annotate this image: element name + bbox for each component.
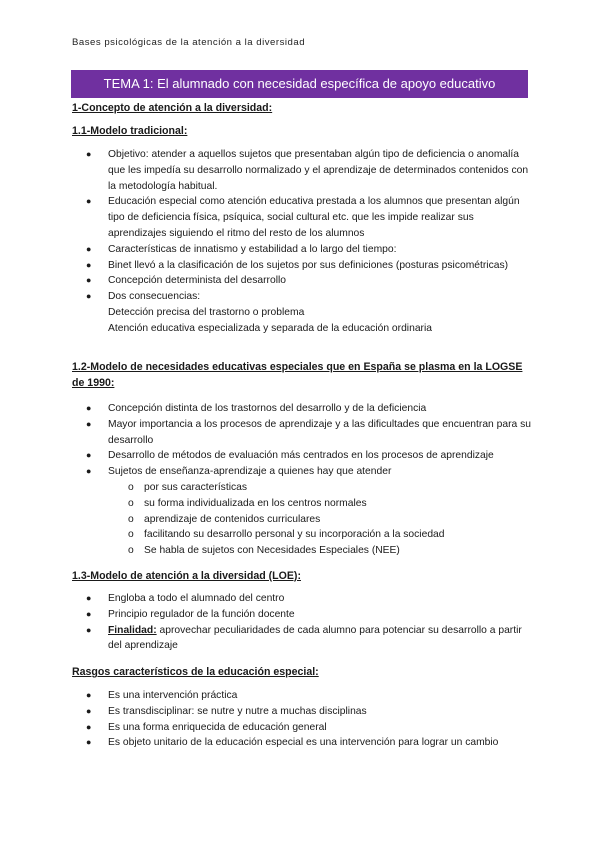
list-item: ● Principio regulador de la función docente <box>72 607 532 623</box>
bullet-icon: ● <box>86 450 92 461</box>
bullet-icon: ● <box>86 243 92 254</box>
bullet-icon: ● <box>86 721 92 732</box>
sub-bullet-icon: o <box>128 481 134 493</box>
chapter-title-banner: TEMA 1: El alumnado con necesidad específica de apoyo educativo <box>71 70 528 98</box>
bullet-icon: ● <box>86 275 92 286</box>
list-item: ● Concepción distinta de los trastornos del desarrollo y de la deficiencia <box>72 401 532 417</box>
bullet-icon: ● <box>86 418 92 429</box>
heading-rasgos: Rasgos característicos de la educación especial: <box>72 666 319 678</box>
bullet-icon: ● <box>86 466 92 477</box>
bullet-icon: ● <box>86 593 92 603</box>
list-item: ● Es una intervención práctica <box>72 688 532 704</box>
heading-modelo-tradicional: 1.1-Modelo tradicional: <box>72 125 188 137</box>
list-item: ● Dos consecuencias: Detección precisa del trastorno o problema Atención educativa especializada y separada de la educación ordinaria <box>86 291 432 334</box>
list-item: ● Es transdisciplinar: se nutre y nutre a muchas disciplinas <box>72 704 532 720</box>
sub-bullet-icon: o <box>128 497 134 509</box>
list-item: ● Engloba a todo el alumnado del centro <box>72 591 532 607</box>
sublist-sujetos <box>108 480 532 559</box>
bullet-icon: ● <box>86 291 92 302</box>
list-item: ● Objetivo: atender a aquellos sujetos que presentaban algún tipo de deficiencia o anomalía que les impedía su desarrollo normalizado y el aprendizaje de determinados contenidos con la metodología habitual. <box>86 149 529 192</box>
bullet-icon: ● <box>86 624 92 635</box>
list-item: ● Es objeto unitario de la educación especial es una intervención para lograr un cambio <box>72 735 532 751</box>
list-modelo-loe <box>72 591 532 654</box>
list-item: o facilitando su desarrollo personal y su incorporación a la sociedad <box>72 527 532 543</box>
bullet-icon: ● <box>86 259 92 270</box>
list-item: ● Es una forma enriquecida de educación general <box>72 720 532 736</box>
heading-modelo-loe: 1.3-Modelo de atención a la diversidad (LOE): <box>72 570 301 582</box>
heading-concepto: 1-Concepto de atención a la diversidad: <box>72 102 273 114</box>
list-item: o su forma individualizada en los centros normales <box>72 496 532 512</box>
sub-bullet-icon: o <box>128 513 134 525</box>
sub-bullet-icon: o <box>128 545 134 557</box>
sub-bullet-icon: o <box>128 529 134 541</box>
bullet-icon: ● <box>86 705 92 716</box>
bullet-icon: ● <box>86 149 92 159</box>
list-item: ● Concepción determinista del desarrollo <box>72 273 532 289</box>
bullet-icon: ● <box>86 403 92 413</box>
list-modelo-tradicional <box>72 147 532 337</box>
list-item: ● Binet llevó a la clasificación de los sujetos por sus definiciones (posturas psicométricas) <box>72 258 532 274</box>
list-item: ● Sujetos de enseñanza-aprendizaje a quienes hay que atender o por sus características o su forma individualizada en los centros normales o aprendizaje de contenidos curriculares o facilitando su desarrollo personal y su incorporación a la sociedad o Se habla de sujetos con Necesidades Especiales (NEE) <box>72 464 532 559</box>
heading-modelo-nee: 1.2-Modelo de necesidades educativas especiales que en España se plasma en la LOGSE de 1990: <box>72 361 523 389</box>
list-item: ● Desarrollo de métodos de evaluación más centrados en los procesos de aprendizaje <box>72 448 532 464</box>
list-item: ● Finalidad: aprovechar peculiaridades de cada alumno para potenciar su desarrollo a partir del aprendizaje <box>86 624 522 652</box>
list-item: ● Educación especial como atención educativa prestada a los alumnos que presentan algún tipo de deficiencia física, psíquica, social cultural etc. que les impide realizar sus aprendizajes siguiendo el ritmo del resto de los alumnos <box>86 196 520 239</box>
list-rasgos <box>72 688 532 751</box>
list-item: o por sus características <box>72 480 532 496</box>
list-item: o aprendizaje de contenidos curriculares <box>72 512 532 528</box>
list-item: ● Características de innatismo y estabilidad a lo largo del tiempo: <box>72 242 532 258</box>
running-header: Bases psicológicas de la atención a la diversidad <box>72 37 306 48</box>
bullet-icon: ● <box>86 690 92 700</box>
list-item: o Se habla de sujetos con Necesidades Especiales (NEE) <box>72 543 532 559</box>
bullet-icon: ● <box>86 608 92 619</box>
bullet-icon: ● <box>86 737 92 748</box>
list-modelo-nee <box>72 401 532 559</box>
list-item: ● Mayor importancia a los procesos de aprendizaje y a las dificultades que encuentran para su desarrollo <box>86 418 531 446</box>
bullet-icon: ● <box>86 196 92 207</box>
